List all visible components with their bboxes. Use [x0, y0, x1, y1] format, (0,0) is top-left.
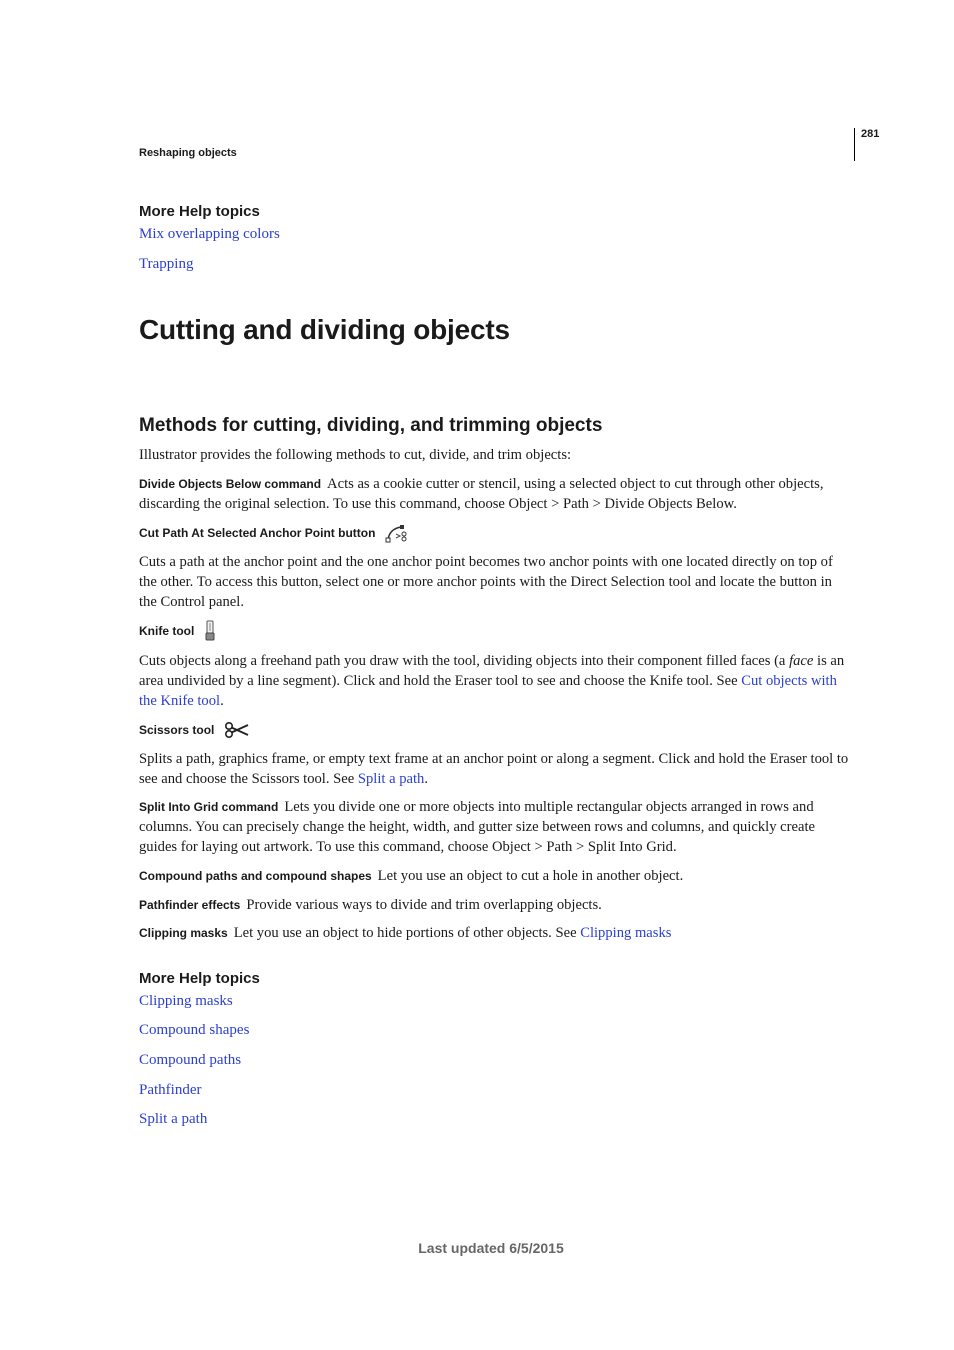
link-split-a-path-inline[interactable]: Split a path [357, 771, 425, 787]
knife-term: Knife tool [139, 624, 195, 638]
help-topics-title: More Help topics [139, 203, 260, 220]
link-cut-objects-knife[interactable]: Cut objects with the Knife tool [139, 673, 837, 709]
link-compound-paths[interactable]: Compound paths [139, 1052, 242, 1068]
help-topics-title-bottom: More Help topics [139, 970, 260, 987]
scissors-text-part-1: Splits a path, graphics frame, or empty text frame at an anchor point or along a segment. Click and hold the Eraser tool to see and choose the Scissors tool. See [139, 751, 849, 787]
link-clipping-masks[interactable]: Clipping masks [139, 993, 233, 1009]
pathfinder-entry [139, 895, 851, 915]
pathfinder-term: Pathfinder effects [139, 898, 241, 912]
link-split-a-path[interactable]: Split a path [139, 1111, 208, 1127]
section-title: Methods for cutting, dividing, and trimming objects [139, 415, 603, 436]
knife-text-part-1: Cuts objects along a freehand path you draw with the tool, dividing objects into their component filled faces (a [139, 653, 790, 669]
clipping-term: Clipping masks [139, 926, 228, 940]
cut-path-term-row [139, 521, 409, 545]
page-title: Cutting and dividing objects [139, 314, 510, 345]
clipping-text: Let you use an object to hide portions of other objects. See [233, 925, 581, 941]
split-into-grid-text: Lets you divide one or more objects into multiple rectangular objects arranged in rows and columns. You can precisely change the height, width, and gutter size between rows and columns, and quickly create guides for laying out artwork. To use this command, choose Object > Path > Split Into Grid. [139, 799, 815, 855]
link-pathfinder[interactable]: Pathfinder [139, 1082, 202, 1098]
cut-path-icon [385, 522, 409, 544]
knife-text-face: face [789, 653, 814, 669]
knife-icon [204, 620, 216, 642]
split-into-grid-term: Split Into Grid command [139, 800, 279, 814]
link-clipping-masks-inline[interactable]: Clipping masks [580, 925, 672, 941]
pathfinder-text: Provide various ways to divide and trim overlapping objects. [246, 897, 602, 913]
divide-objects-below-entry [139, 474, 851, 514]
split-into-grid-entry [139, 797, 851, 857]
compound-term: Compound paths and compound shapes [139, 869, 372, 883]
page-number: 281 [861, 128, 880, 140]
scissors-text-period: . [424, 771, 429, 787]
clipping-entry [139, 923, 851, 943]
footer-last-updated: Last updated 6/5/2015 [418, 1240, 564, 1256]
divide-objects-below-text: Acts as a cookie cutter or stencil, using a selected object to cut through other objects, discarding the original selection. To use this command, choose Object > Path > Divide Objects Below. [139, 476, 824, 512]
divide-objects-below-term: Divide Objects Below command [139, 477, 322, 491]
scissors-term-row [139, 718, 250, 742]
compound-entry [139, 866, 851, 886]
cut-path-text: Cuts a path at the anchor point and the one anchor point becomes two anchor points with one located directly on top of the other. To access this button, select one or more anchor points with the Direct Selection tool and locate the button in the Control panel. [139, 554, 833, 610]
knife-term-row [139, 619, 216, 643]
knife-text [139, 651, 851, 711]
running-head: Reshaping objects [139, 147, 237, 159]
knife-text-part-2: is an area undivided by a line segment). Click and hold the Eraser tool to see and choose the Knife tool. See [139, 653, 845, 689]
page-number-rule [854, 128, 855, 161]
scissors-icon [224, 721, 250, 739]
link-mix-overlapping-colors[interactable]: Mix overlapping colors [139, 226, 280, 242]
link-compound-shapes[interactable]: Compound shapes [139, 1022, 250, 1038]
intro-paragraph: Illustrator provides the following methods to cut, divide, and trim objects: [139, 447, 572, 463]
compound-text: Let you use an object to cut a hole in another object. [377, 868, 684, 884]
scissors-text [139, 749, 851, 789]
link-trapping[interactable]: Trapping [139, 256, 194, 272]
scissors-term: Scissors tool [139, 723, 215, 737]
knife-text-period: . [220, 693, 224, 709]
cut-path-term: Cut Path At Selected Anchor Point button [139, 526, 376, 540]
